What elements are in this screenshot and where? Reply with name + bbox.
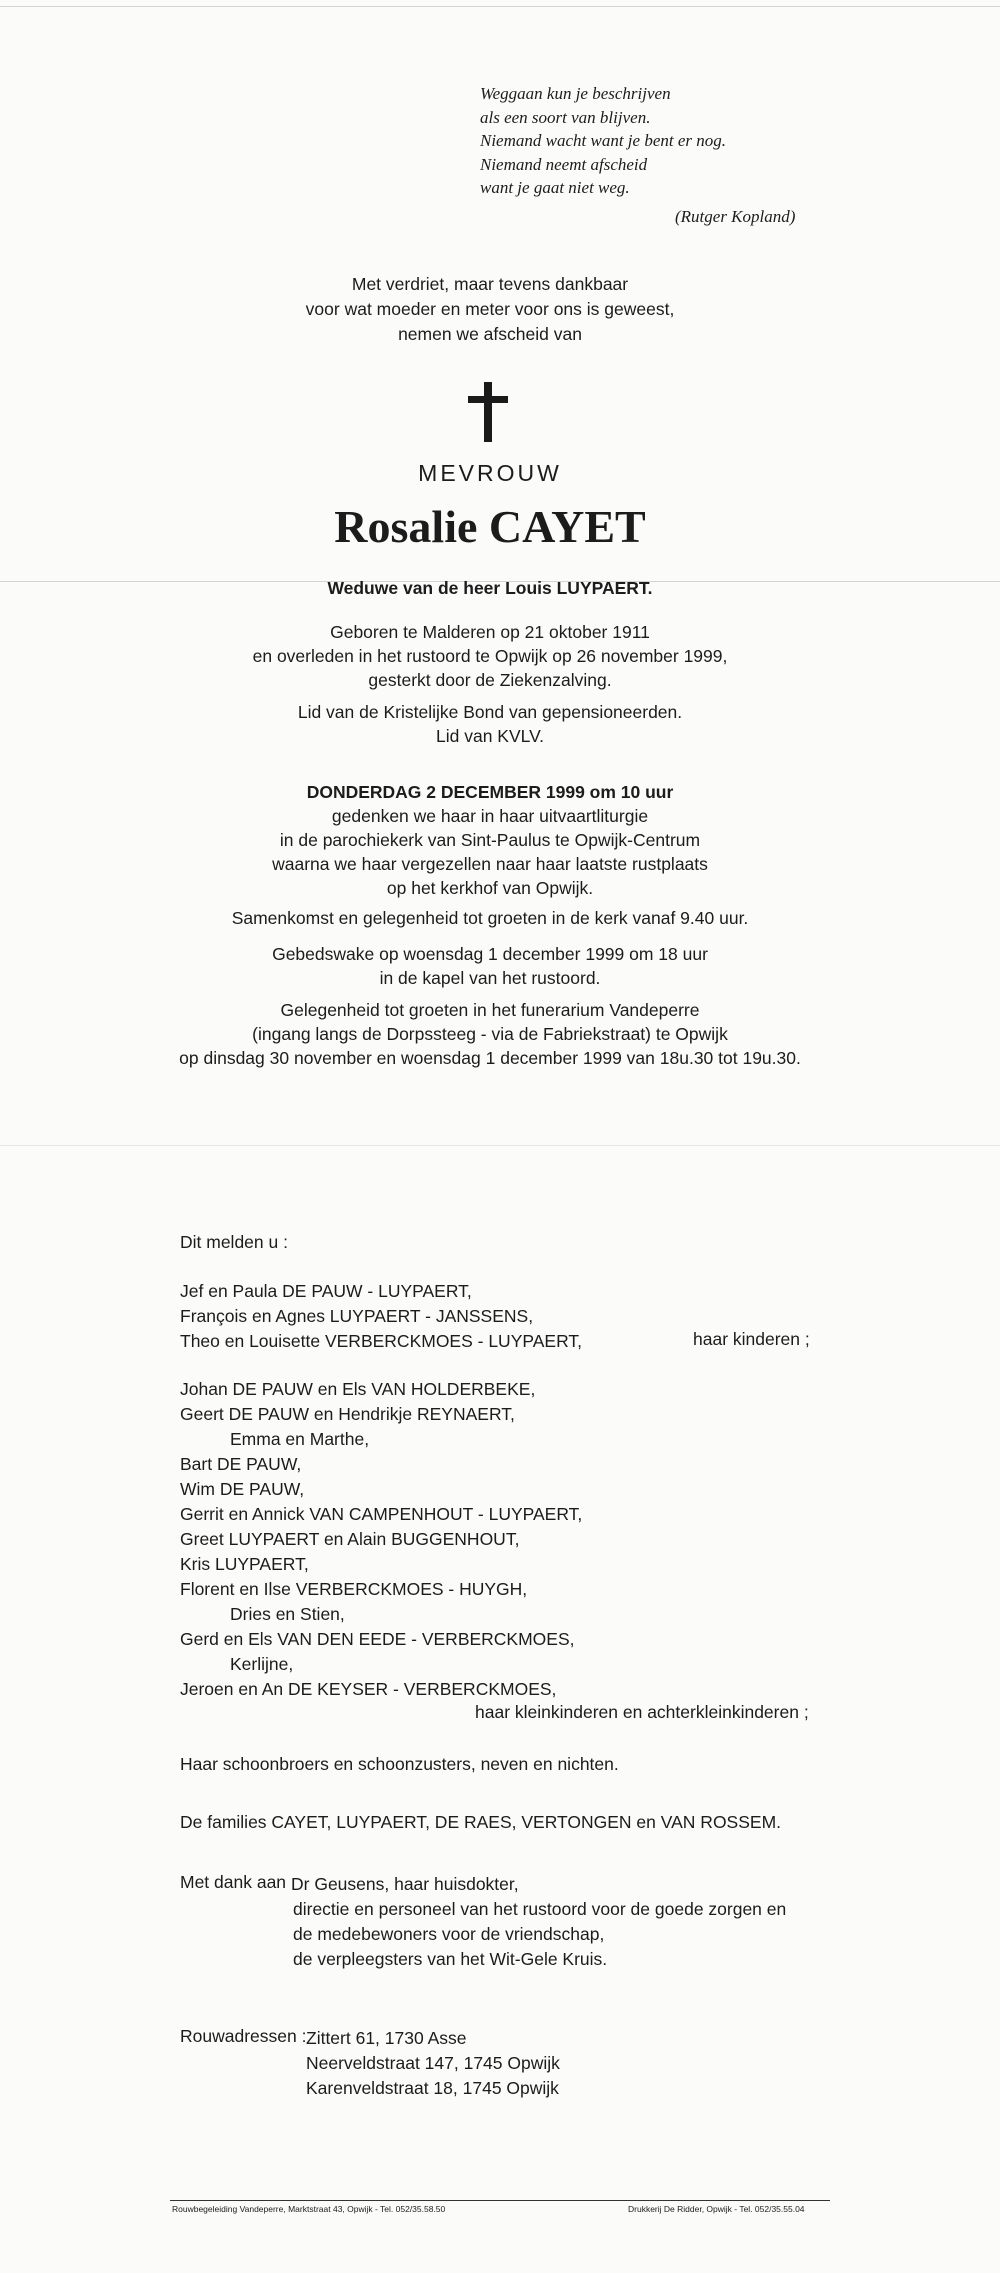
- honorific: MEVROUW: [418, 460, 562, 486]
- funeral-line: op het kerkhof van Opwijk.: [386, 878, 594, 898]
- child-line: Theo en Louisette VERBERCKMOES - LUYPAERT,: [180, 1331, 583, 1351]
- poem-line: Niemand neemt afscheid: [480, 154, 648, 174]
- grandchildren-label: haar kleinkinderen en achterkleinkinderen ;: [475, 1702, 809, 1722]
- funeral-line: waarna we haar vergezellen naar haar laatste rustplaats: [272, 854, 708, 874]
- intro-line: Met verdriet, maar tevens dankbaar: [351, 274, 629, 294]
- child-line: Jef en Paula DE PAUW - LUYPAERT,: [180, 1281, 472, 1301]
- poem-line: want je gaat niet weg.: [480, 178, 630, 197]
- vigil: [0, 942, 980, 990]
- grandchild-line: Jeroen en An DE KEYSER - VERBERCKMOES,: [180, 1679, 557, 1699]
- visitation-line: (ingang langs de Dorpssteeg - via de Fabriekstraat) te Opwijk: [252, 1024, 728, 1044]
- poem: [480, 82, 726, 200]
- in-laws: Haar schoonbroers en schoonzusters, neven en nichten.: [180, 1754, 619, 1774]
- funeral-date: DONDERDAG 2 DECEMBER 1999 om 10 uur: [306, 782, 674, 802]
- vigil-line: in de kapel van het rustoord.: [379, 968, 601, 988]
- birth-death: [0, 620, 980, 692]
- address-line: Karenveldstraat 18, 1745 Opwijk: [306, 2078, 559, 2098]
- children-label: haar kinderen ;: [693, 1329, 810, 1349]
- thanks-line: de medebewoners voor de vriendschap,: [293, 1924, 605, 1944]
- footer-left: Rouwbegeleiding Vandeperre, Marktstraat 43, Opwijk - Tel. 052/35.58.50: [172, 2204, 446, 2214]
- funeral-line: gedenken we haar in haar uitvaartliturgie: [331, 806, 649, 826]
- footer-right: Drukkerij De Ridder, Opwijk - Tel. 052/35.55.04: [628, 2204, 805, 2214]
- intro-line: voor wat moeder en meter voor ons is geweest,: [305, 299, 675, 319]
- poem-author: (Rutger Kopland): [675, 207, 796, 226]
- membership-line: Lid van de Kristelijke Bond van gepensioneerden.: [297, 702, 683, 722]
- address-line: Zittert 61, 1730 Asse: [306, 2028, 467, 2048]
- grandchildren-list: [180, 1377, 582, 1702]
- membership-line: Lid van KVLV.: [436, 726, 544, 746]
- poem-line: Niemand wacht want je bent er nog.: [480, 131, 727, 150]
- grandchild-line: Johan DE PAUW en Els VAN HOLDERBEKE,: [180, 1379, 536, 1399]
- fold-line-lower: [0, 1145, 1000, 1146]
- poem-line: Weggaan kun je beschrijven: [480, 84, 671, 103]
- address-line: Neerveldstraat 147, 1745 Opwijk: [306, 2053, 560, 2073]
- grandchild-line: Gerrit en Annick VAN CAMPENHOUT - LUYPAERT,: [180, 1504, 583, 1524]
- poem-line: als een soort van blijven.: [480, 107, 651, 127]
- intro: [0, 272, 980, 347]
- grandchild-line: Dries en Stien,: [230, 1604, 345, 1624]
- memberships: [0, 700, 980, 748]
- addresses-label: Rouwadressen :: [180, 2026, 307, 2046]
- thanks-line: Dr Geusens, haar huisdokter,: [291, 1874, 519, 1894]
- vigil-line: Gebedswake op woensdag 1 december 1999 om 18 uur: [272, 944, 708, 964]
- addresses-list: [306, 2026, 560, 2101]
- fold-line-top: [0, 6, 1000, 7]
- grandchild-line: Kerlijne,: [230, 1654, 294, 1674]
- cross-icon: [458, 380, 518, 444]
- visitation-line: Gelegenheid tot groeten in het funerarium Vandeperre: [280, 1000, 700, 1020]
- grandchild-line: Kris LUYPAERT,: [180, 1554, 309, 1574]
- families: De families CAYET, LUYPAERT, DE RAES, VERTONGEN en VAN ROSSEM.: [180, 1812, 782, 1832]
- grandchild-line: Emma en Marthe,: [230, 1429, 370, 1449]
- thanks-line: de verpleegsters van het Wit-Gele Kruis.: [293, 1949, 608, 1969]
- grandchild-line: Wim DE PAUW,: [180, 1479, 305, 1499]
- birth-line: en overleden in het rustoord te Opwijk op 26 november 1999,: [252, 646, 728, 666]
- children-list: [180, 1279, 582, 1354]
- announce: Dit melden u :: [180, 1232, 288, 1252]
- deceased-name: Rosalie CAYET: [334, 501, 646, 552]
- child-line: François en Agnes LUYPAERT - JANSSENS,: [180, 1306, 534, 1326]
- widow-line: Weduwe van de heer Louis LUYPAERT.: [327, 578, 653, 598]
- grandchild-line: Bart DE PAUW,: [180, 1454, 302, 1474]
- thanks-list: [291, 1872, 786, 1972]
- birth-line: Geboren te Malderen op 21 oktober 1911: [330, 622, 650, 642]
- visitation-line: op dinsdag 30 november en woensdag 1 december 1999 van 18u.30 tot 19u.30.: [179, 1048, 801, 1068]
- birth-line: gesterkt door de Ziekenzalving.: [368, 670, 612, 690]
- intro-line: nemen we afscheid van: [398, 324, 582, 344]
- footer-rule: [170, 2200, 830, 2201]
- thanks-line: directie en personeel van het rustoord voor de goede zorgen en: [293, 1899, 787, 1919]
- gathering: Samenkomst en gelegenheid tot groeten in de kerk vanaf 9.40 uur.: [231, 908, 749, 928]
- funeral-info: [0, 780, 980, 900]
- grandchild-line: Greet LUYPAERT en Alain BUGGENHOUT,: [180, 1529, 520, 1549]
- thanks-lead: Met dank aan: [180, 1872, 287, 1892]
- funeral-line: in de parochiekerk van Sint-Paulus te Opwijk-Centrum: [279, 830, 701, 850]
- grandchild-line: Florent en Ilse VERBERCKMOES - HUYGH,: [180, 1579, 528, 1599]
- grandchild-line: Gerd en Els VAN DEN EEDE - VERBERCKMOES,: [180, 1629, 575, 1649]
- visitation: [0, 998, 980, 1070]
- grandchild-line: Geert DE PAUW en Hendrikje REYNAERT,: [180, 1404, 515, 1424]
